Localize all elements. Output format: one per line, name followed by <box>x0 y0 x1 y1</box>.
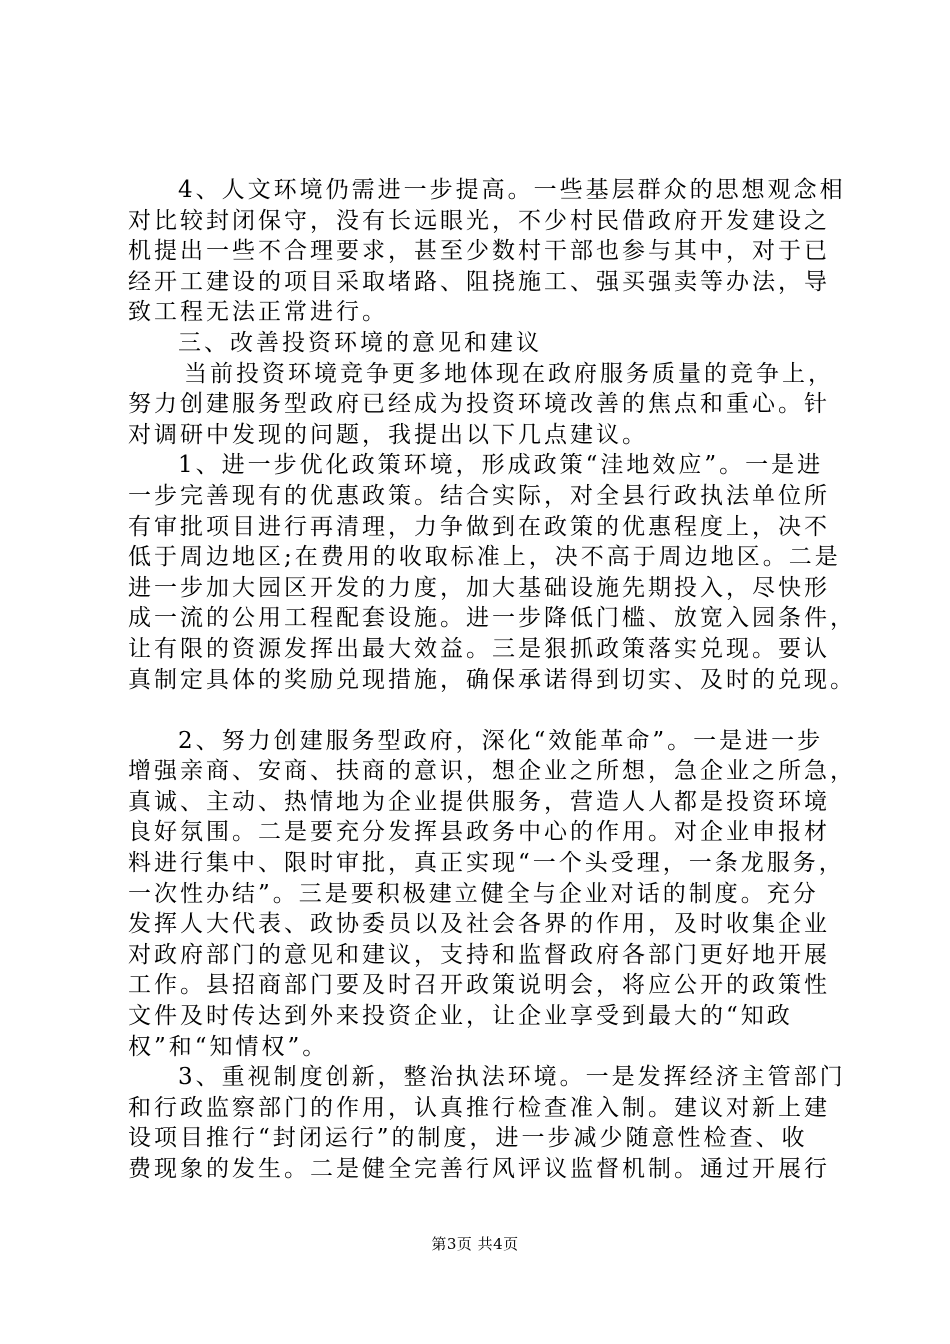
paragraph-line: 真制定具体的奖励兑现措施，确保承诺得到切实、及时的兑现。 <box>128 666 856 693</box>
paragraph-line: 努力创建服务型政府已经成为投资环境改善的焦点和重心。针 <box>128 391 830 418</box>
paragraph-line: 2、努力创建服务型政府，深化“效能革命”。一是进一步 <box>178 727 824 754</box>
paragraph-line: 经开工建设的项目采取堵路、阻挠施工、强买强卖等办法，导 <box>128 268 830 295</box>
paragraph-line: 让有限的资源发挥出最大效益。三是狠抓政策落实兑现。要认 <box>128 635 830 662</box>
page-footer: 第3页 共4页 <box>431 1235 519 1253</box>
paragraph-line: 工作。县招商部门要及时召开政策说明会，将应公开的政策性 <box>128 972 830 999</box>
paragraph-line: 增强亲商、安商、扶商的意识，想企业之所想，急企业之所急， <box>128 758 856 785</box>
paragraph-line: 对调研中发现的问题，我提出以下几点建议。 <box>128 421 648 448</box>
paragraph-spacer <box>128 695 828 726</box>
paragraph-line: 低于周边地区;在费用的收取标准上，决不高于周边地区。二是 <box>128 544 841 571</box>
paragraph-line: 3、重视制度创新，整治执法环境。一是发挥经济主管部门 <box>178 1064 846 1091</box>
paragraph-line: 设项目推行“封闭运行”的制度，进一步减少随意性检查、收 <box>128 1125 808 1152</box>
paragraph-line: 权”和“知情权”。 <box>128 1033 329 1060</box>
paragraph-line: 费现象的发生。二是健全完善行风评议监督机制。通过开展行 <box>128 1156 830 1182</box>
paragraph-line: 一次性办结”。三是要积极建立健全与企业对话的制度。充分 <box>128 880 819 907</box>
document-body <box>128 175 856 1185</box>
paragraph-line: 进一步加大园区开发的力度，加大基础设施先期投入，尽快形 <box>128 574 830 601</box>
paragraph-line: 一步完善现有的优惠政策。结合实际，对全县行政执法单位所 <box>128 482 830 509</box>
paragraph-line: 文件及时传达到外来投资企业，让企业享受到最大的“知政 <box>128 1003 793 1030</box>
paragraph-line: 和行政监察部门的作用，认真推行检查准入制。建议对新上建 <box>128 1094 830 1121</box>
section-heading: 三、改善投资环境的意见和建议 <box>178 329 542 356</box>
paragraph-line: 有审批项目进行再清理，力争做到在政策的优惠程度上，决不 <box>128 513 830 540</box>
paragraph-line: 对比较封闭保守，没有长远眼光，不少村民借政府开发建设之 <box>128 207 830 234</box>
paragraph-line: 对政府部门的意见和建议，支持和监督政府各部门更好地开展 <box>128 941 830 968</box>
paragraph-line: 料进行集中、限时审批，真正实现“一个头受理，一条龙服务， <box>128 850 845 877</box>
paragraph-line: 致工程无法正常进行。 <box>128 299 388 326</box>
paragraph-line: 4、人文环境仍需进一步提高。一些基层群众的思想观念相 <box>178 177 846 203</box>
paragraph-line: 机提出一些不合理要求，甚至少数村干部也参与其中，对于已 <box>128 238 830 265</box>
paragraph-line: 发挥人大代表、政协委员以及社会各界的作用，及时收集企业 <box>128 911 830 938</box>
paragraph-line: 1、进一步优化政策环境，形成政策“洼地效应”。一是进 <box>178 452 824 479</box>
paragraph-line: 成一流的公用工程配套设施。进一步降低门槛、放宽入园条件， <box>128 605 856 632</box>
paragraph-line: 当前投资环境竞争更多地体现在政府服务质量的竞争上， <box>184 360 834 387</box>
paragraph-line: 良好氛围。二是要充分发挥县政务中心的作用。对企业申报材 <box>128 819 830 846</box>
paragraph-line: 真诚、主动、热情地为企业提供服务，营造人人都是投资环境 <box>128 788 830 815</box>
